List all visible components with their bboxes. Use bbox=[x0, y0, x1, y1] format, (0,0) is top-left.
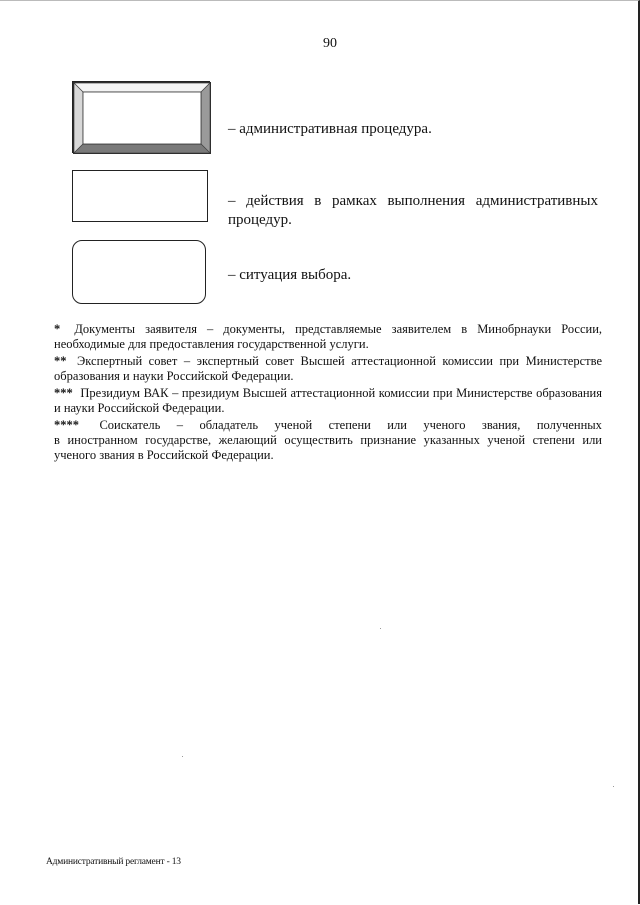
footnotes bbox=[54, 322, 602, 465]
footnote-word: или bbox=[387, 418, 407, 432]
footnote-mark: ** bbox=[54, 354, 67, 368]
footnote-word: Соискатель bbox=[99, 418, 161, 432]
scan-speck bbox=[182, 756, 183, 757]
bevel-rectangle-icon bbox=[72, 81, 210, 153]
footnote-word: – bbox=[176, 418, 184, 432]
footnote-applicant-definition bbox=[54, 418, 602, 463]
legend-text-actions: – действия в рамках выполнения административных процедур. bbox=[228, 193, 598, 228]
footnote-text: Экспертный совет – экспертный совет Высшей аттестационной комиссии при Министерстве образования и науки Российской Федерации. bbox=[54, 354, 602, 383]
footnote-mark: **** bbox=[54, 418, 79, 432]
footnote-expert-council bbox=[54, 354, 602, 384]
footnote-mark: *** bbox=[54, 386, 73, 400]
footer-label: Административный регламент - 13 bbox=[46, 857, 181, 867]
page-number: 90 bbox=[323, 36, 337, 51]
footnote-word: полученных bbox=[536, 418, 602, 432]
footnote-word: ученой bbox=[274, 418, 313, 432]
footnote-text: Президиум ВАК – президиум Высшей аттестационной комиссии при Министерстве образования и науки Российской Федерации. bbox=[54, 386, 602, 415]
scan-speck bbox=[613, 786, 614, 787]
legend-text-procedure: – административная процедура. bbox=[228, 121, 432, 137]
footnote-text: Документы заявителя – документы, представляемые заявителем в Минобрнауки России, необходимые для предоставления государственной услуги. bbox=[54, 322, 603, 351]
footnote-word: степени bbox=[328, 418, 371, 432]
legend-text-choice: – ситуация выбора. bbox=[228, 267, 352, 283]
footnote-first-line bbox=[54, 418, 602, 433]
rectangle-icon bbox=[72, 170, 208, 222]
footnote-word: звания, bbox=[481, 418, 521, 432]
footnote-presidium bbox=[54, 386, 602, 416]
footnote-word: обладатель bbox=[199, 418, 259, 432]
footnote-applicant-documents bbox=[54, 322, 602, 352]
footnote-text: в иностранном государстве, желающий осуществить признание указанных ученой степени или ученого звания в Российской Федерации. bbox=[54, 433, 602, 462]
scan-speck bbox=[380, 628, 381, 629]
rounded-rectangle-icon bbox=[72, 240, 206, 304]
footnote-mark: * bbox=[54, 322, 61, 336]
footnote-word: ученого bbox=[423, 418, 466, 432]
